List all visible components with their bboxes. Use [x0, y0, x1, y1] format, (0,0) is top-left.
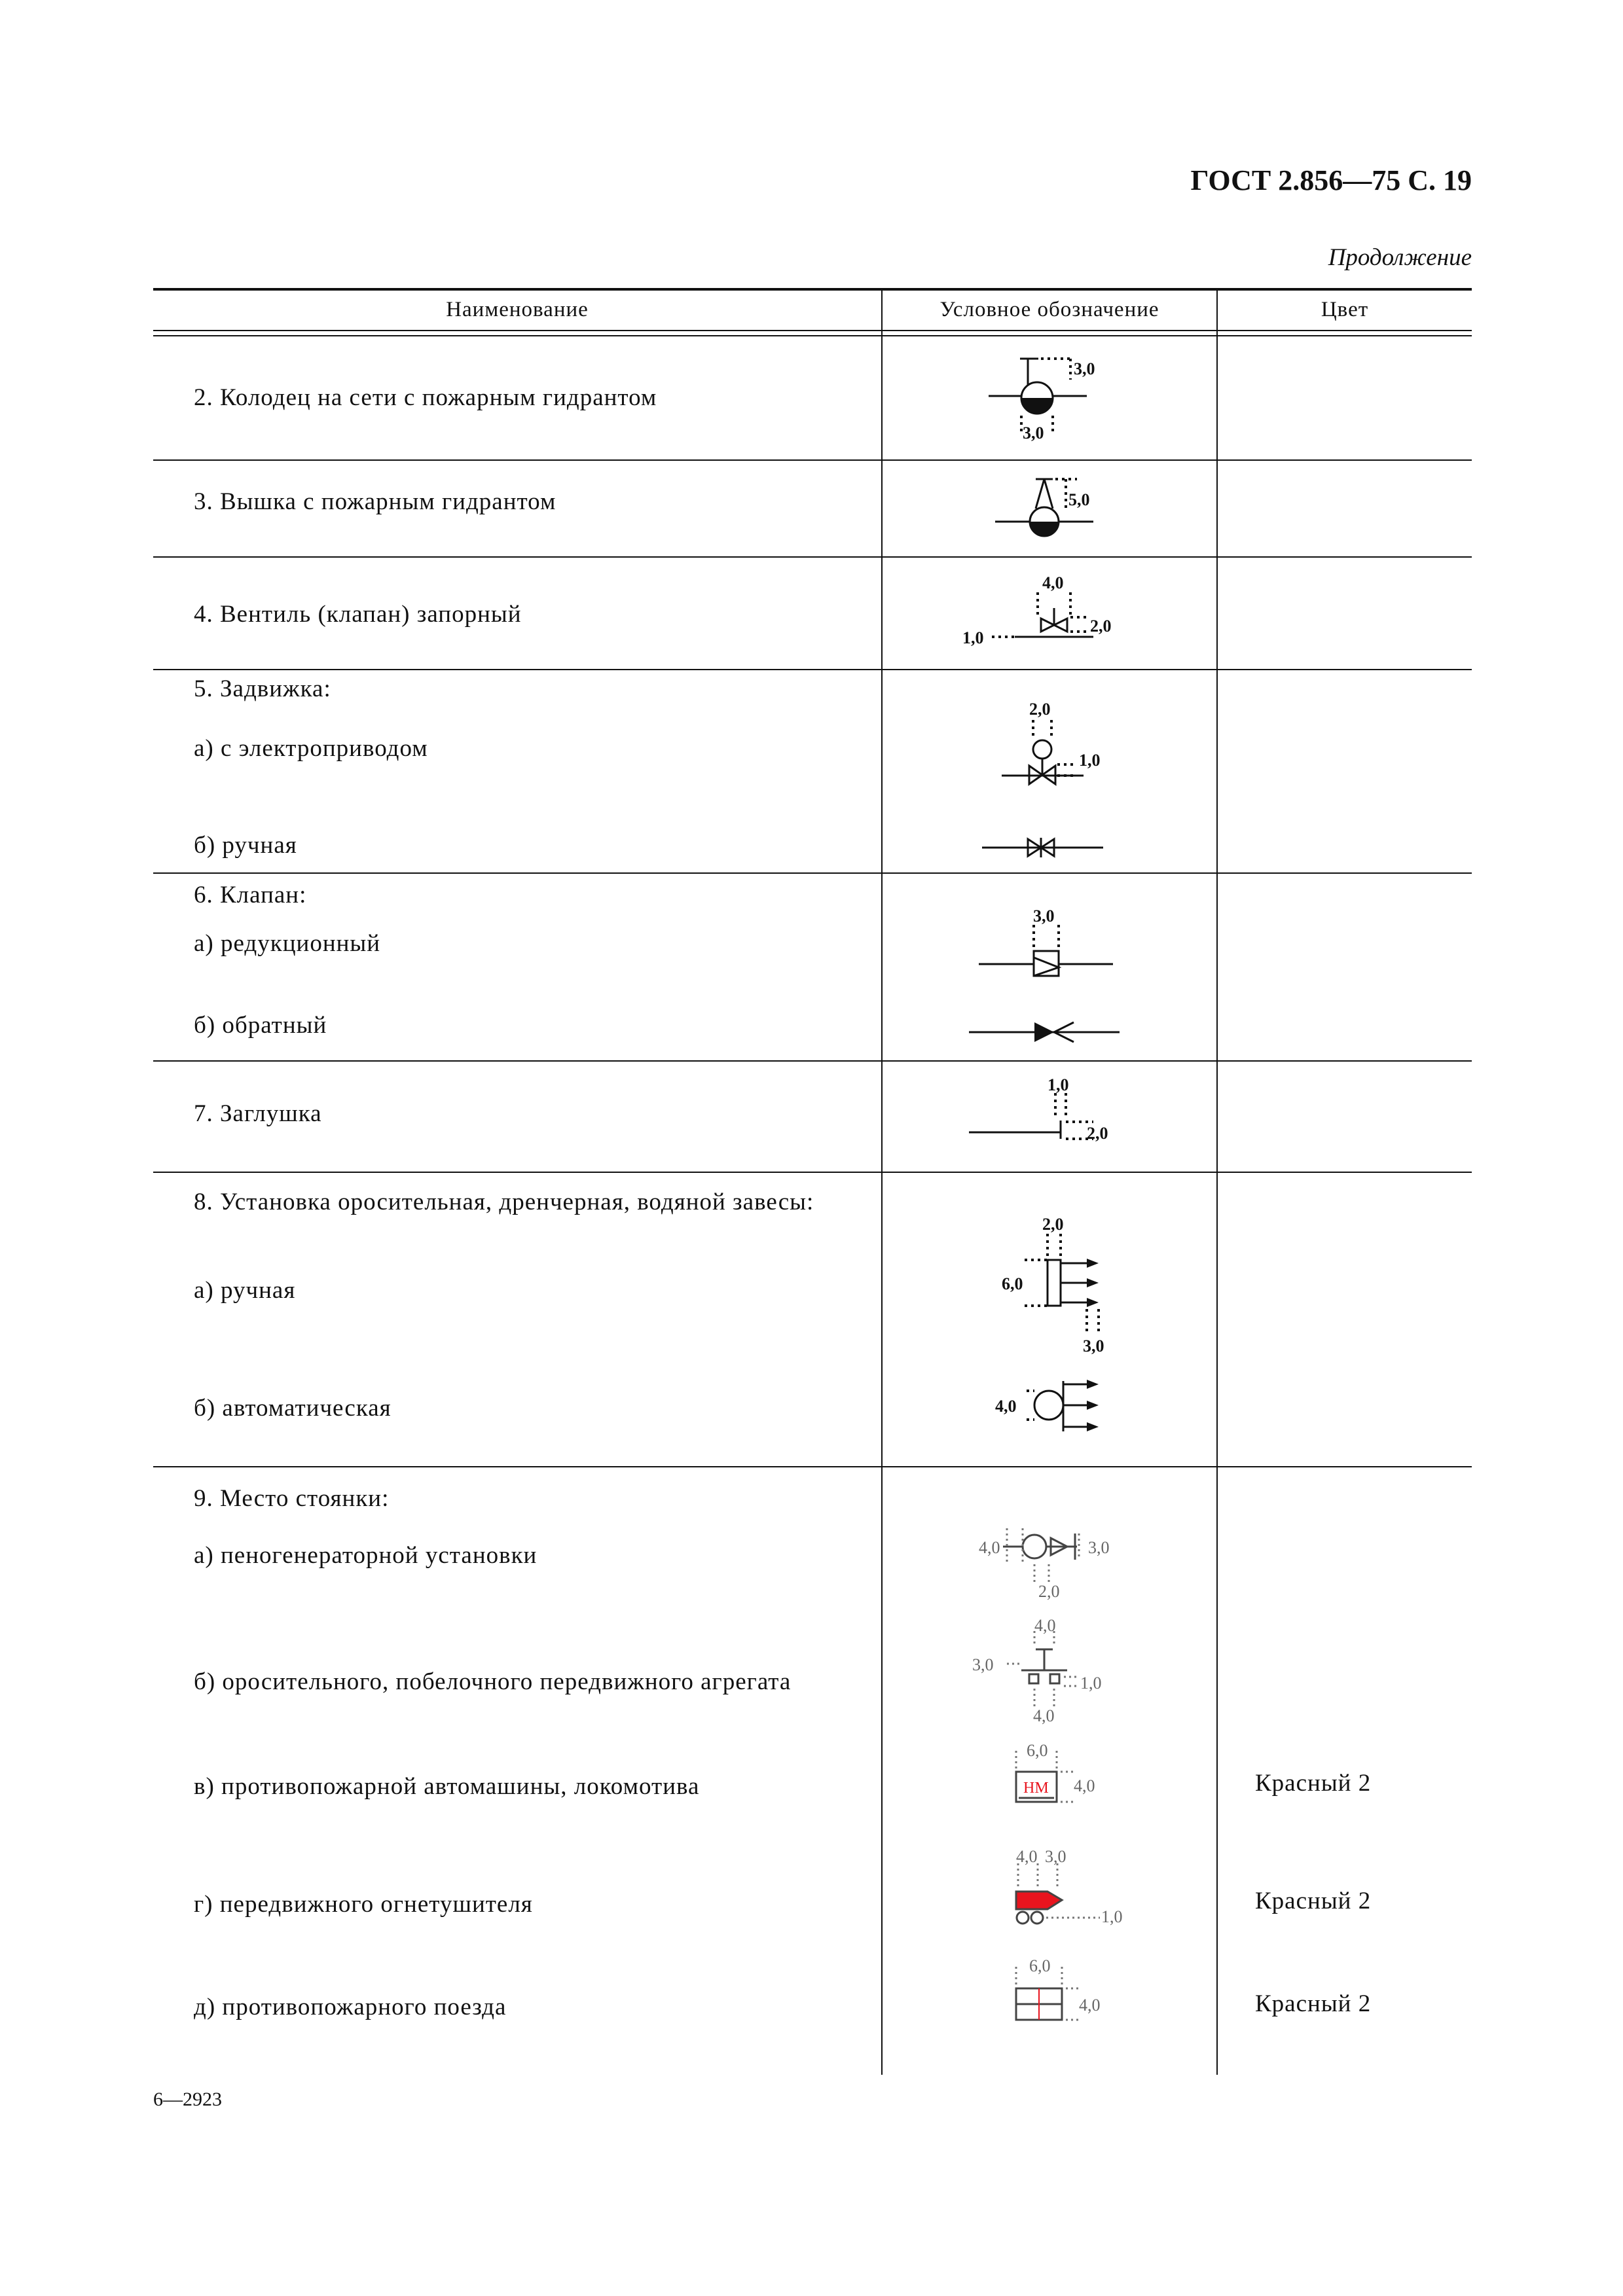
foam-generator-station-symbol — [976, 1515, 1133, 1600]
vehicle-code-label: НМ — [1023, 1780, 1049, 1797]
check-valve-symbol — [969, 1016, 1126, 1049]
dim-label: 6,0 — [1027, 1741, 1048, 1760]
row-name-9c: в) противопожарной автомашины, локомотива — [194, 1773, 700, 1800]
dim-label: 2,0 — [1042, 1215, 1064, 1234]
plug-symbol — [969, 1073, 1126, 1152]
dim-label: 4,0 — [979, 1538, 1000, 1557]
row-name-9: 9. Место стоянки: — [194, 1485, 390, 1512]
dim-label: 2,0 — [1087, 1124, 1108, 1143]
row-color-9e: Красный 2 — [1255, 1990, 1372, 2017]
row-name-4: 4. Вентиль (клапан) запорный — [194, 601, 522, 628]
row-name-9b: б) оросительного, побелочного передвижного агрегата — [194, 1668, 792, 1695]
dim-label: 1,0 — [962, 628, 984, 647]
fire-train-symbol — [1002, 1957, 1133, 2042]
print-code: 6—2923 — [153, 2089, 222, 2110]
dim-label: 4,0 — [1033, 1706, 1055, 1725]
dim-label: 3,0 — [1033, 906, 1055, 925]
row-name-8a: а) ручная — [194, 1277, 296, 1304]
row-name-9e: д) противопожарного поезда — [194, 1994, 507, 2020]
row-separator — [153, 669, 1472, 670]
dim-label: 2,0 — [1090, 617, 1112, 636]
dim-label: 3,0 — [1088, 1538, 1110, 1557]
row-separator — [153, 1172, 1472, 1173]
manual-gate-valve-symbol — [979, 831, 1110, 864]
row-separator — [153, 1466, 1472, 1467]
row-color-9d: Красный 2 — [1255, 1888, 1372, 1914]
row-name-8b: б) автоматическая — [194, 1395, 392, 1422]
page-title: ГОСТ 2.856—75 С. 19 — [1190, 164, 1472, 196]
dim-label: 4,0 — [1042, 573, 1064, 592]
row-name-6: 6. Клапан: — [194, 882, 307, 908]
row-name-5a: а) с электроприводом — [194, 735, 428, 762]
row-name-6b: б) обратный — [194, 1012, 327, 1039]
header-rule-2 — [153, 335, 1472, 336]
fire-truck-symbol — [1002, 1738, 1133, 1829]
dim-label: 3,0 — [972, 1655, 994, 1674]
col-header-name: Наименование — [446, 298, 589, 321]
row-name-3: 3. Вышка с пожарным гидрантом — [194, 488, 556, 515]
dim-label: 4,0 — [1074, 1776, 1095, 1795]
tower-hydrant-symbol — [995, 473, 1126, 551]
row-name-2: 2. Колодец на сети с пожарным гидрантом — [194, 384, 657, 411]
dim-label: 3,0 — [1045, 1847, 1067, 1866]
dim-label: 1,0 — [1048, 1075, 1069, 1094]
dim-label: 4,0 — [995, 1397, 1017, 1416]
continuation-label: Продолжение — [1328, 244, 1472, 271]
row-name-9a: а) пеногенераторной установки — [194, 1542, 538, 1569]
row-name-5b: б) ручная — [194, 832, 297, 859]
dim-label: 1,0 — [1080, 1674, 1102, 1693]
row-separator — [153, 872, 1472, 874]
electric-gate-valve-symbol — [995, 694, 1126, 792]
row-separator — [153, 1060, 1472, 1062]
col-header-color: Цвет — [1321, 298, 1369, 321]
dim-label: 3,0 — [1074, 359, 1095, 378]
row-separator — [153, 459, 1472, 461]
row-name-9d: г) передвижного огнетушителя — [194, 1891, 533, 1918]
dim-label: 3,0 — [1023, 423, 1044, 442]
manual-sprinkler-symbol — [1002, 1214, 1126, 1358]
row-separator — [153, 556, 1472, 558]
mobile-extinguisher-symbol — [1002, 1849, 1133, 1937]
dim-label: 4,0 — [1016, 1847, 1038, 1866]
row-name-7: 7. Заглушка — [194, 1100, 322, 1127]
row-name-8: 8. Установка оросительная, дренчерная, водяной завесы: — [194, 1189, 814, 1215]
sprinkler-unit-symbol — [969, 1616, 1126, 1728]
dim-label: 4,0 — [1079, 1996, 1101, 2015]
header-rule-1 — [153, 330, 1472, 331]
table-top-rule — [153, 288, 1472, 291]
dim-label: 4,0 — [1034, 1616, 1056, 1635]
dim-label: 1,0 — [1101, 1907, 1123, 1926]
dim-label: 2,0 — [1038, 1582, 1060, 1601]
col-header-symbol: Условное обозначение — [939, 298, 1159, 321]
reducing-valve-symbol — [976, 902, 1126, 994]
row-name-6a: а) редукционный — [194, 930, 381, 957]
row-color-9c: Красный 2 — [1255, 1770, 1372, 1797]
automatic-sprinkler-symbol — [995, 1371, 1126, 1443]
row-name-5: 5. Задвижка: — [194, 675, 331, 702]
hydrant-well-symbol — [982, 353, 1139, 452]
dim-label: 5,0 — [1068, 490, 1090, 509]
dim-label: 1,0 — [1079, 751, 1101, 770]
dim-label: 2,0 — [1029, 700, 1051, 719]
dim-label: 3,0 — [1083, 1336, 1104, 1355]
shutoff-valve-symbol — [962, 566, 1139, 658]
dim-label: 6,0 — [1029, 1956, 1051, 1975]
dim-label: 6,0 — [1002, 1274, 1023, 1293]
